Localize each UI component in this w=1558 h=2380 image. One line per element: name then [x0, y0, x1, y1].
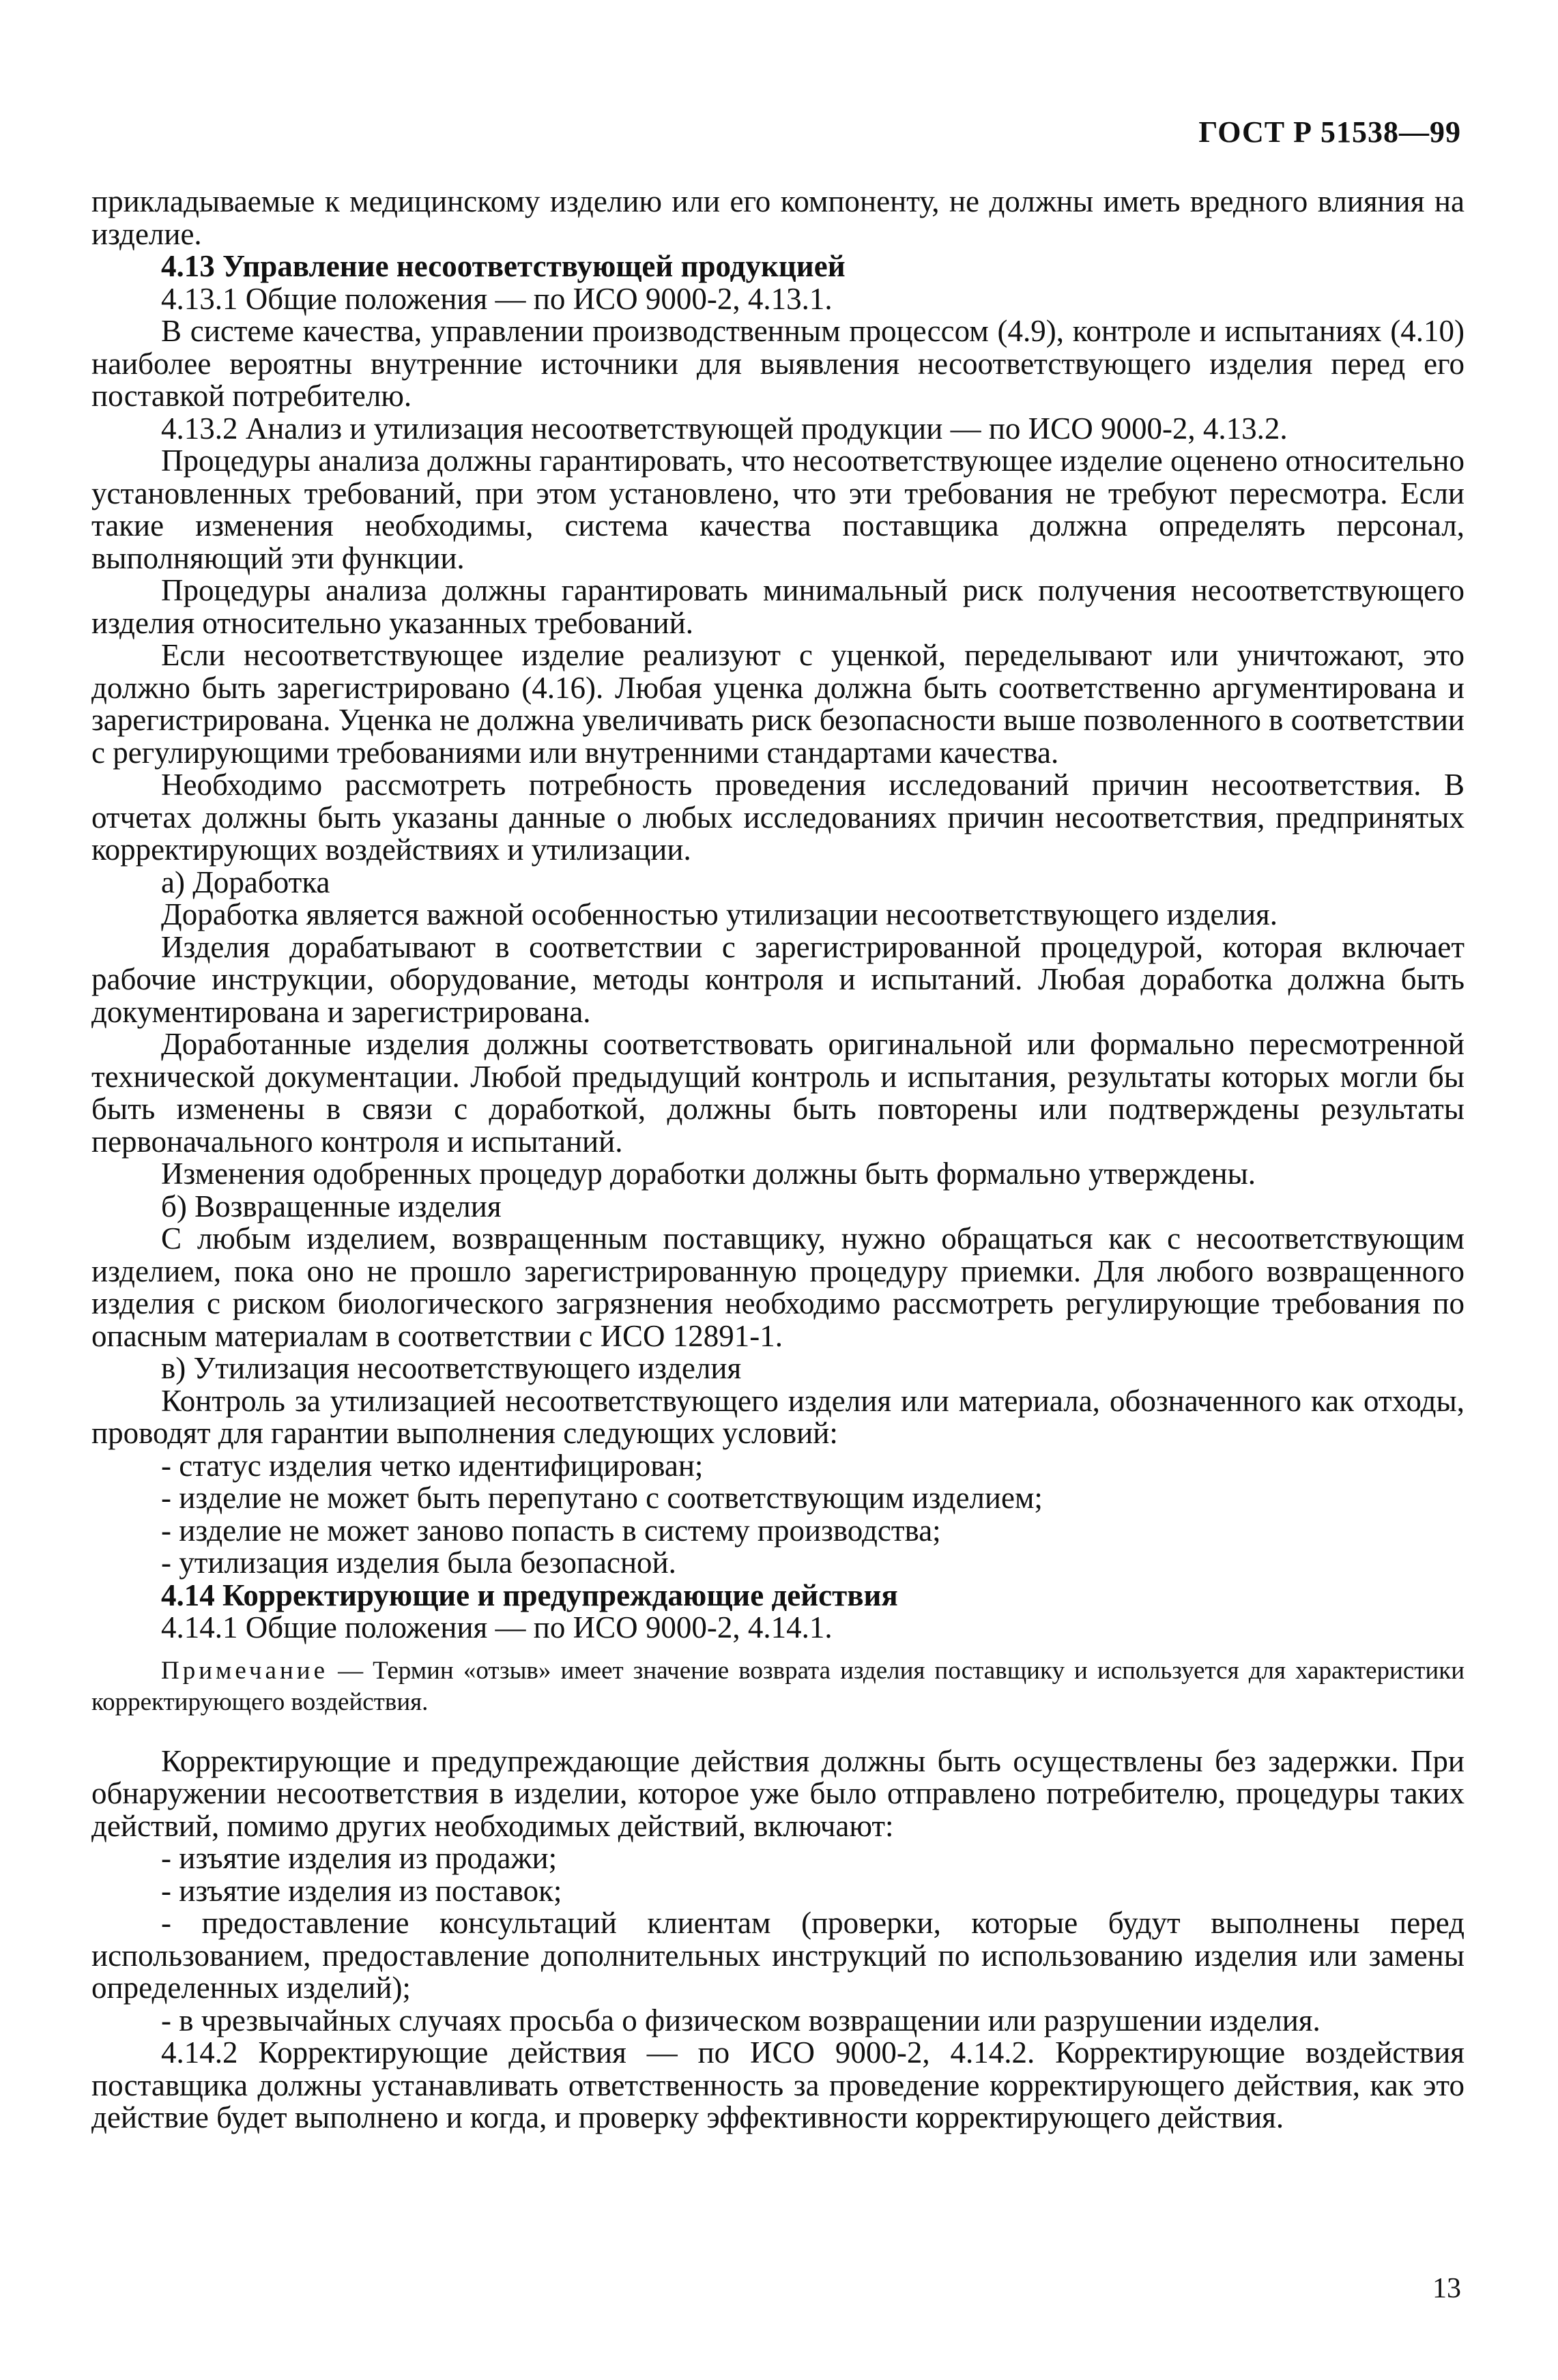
page-body: [91, 186, 1465, 2134]
list-item: - изделие не может быть перепутано с соответствующим изделием;: [161, 1481, 1043, 1515]
paragraph: Контроль за утилизацией несоответствующего изделия или материала, обозначенного как отходы, проводят для гарантии выполнения следующих условий:: [91, 1383, 1465, 1450]
paragraph: Процедуры анализа должны гарантировать минимальный риск получения несоответствующего изделия относительно указанных требований.: [91, 573, 1465, 640]
list-item: - статус изделия четко идентифицирован;: [161, 1448, 704, 1483]
paragraph: Изделия дорабатывают в соответствии с зарегистрированной процедурой, которая включает рабочие инструкции, оборудование, методы контроля и испытаний. Любая доработка должна быть документирована и зарегистрирована.: [91, 929, 1465, 1029]
paragraph: Доработка является важной особенностью утилизации несоответствующего изделия.: [161, 897, 1278, 931]
list-item: - изъятие изделия из продажи;: [161, 1841, 558, 1875]
note-label: Примечание: [161, 1656, 328, 1685]
paragraph: 4.14.2 Корректирующие действия — по ИСО 9000-2, 4.14.2. Корректирующие воздействия поставщика должны устанавливать ответственность за проведение корректирующего действия, как это действие будет выполнено и когда, и проверку эффективности корректирующего действия.: [91, 2035, 1465, 2134]
paragraph: Корректирующие и предупреждающие действия должны быть осуществлены без задержки. При обнаружении несоответствия в изделии, которое уже было отправлено потребителю, процедуры таких действий, помимо других необходимых действий, включают:: [91, 1743, 1465, 1843]
paragraph: Изменения одобренных процедур доработки должны быть формально утверждены.: [161, 1157, 1256, 1191]
subsection-heading: 4.14.1 Общие положения — по ИСО 9000-2, 4.14.1.: [161, 1610, 833, 1644]
list-item: - предоставление консультаций клиентам (проверки, которые будут выполнены перед использованием, предоставление дополнительных инструкций по использованию изделия или замены определенных изделий);: [91, 1906, 1465, 2005]
paragraph: прикладываемые к медицинскому изделию или его компоненту, не должны иметь вредного влияния на изделие.: [91, 184, 1465, 251]
list-item: - изъятие изделия из поставок;: [161, 1873, 562, 1908]
section-heading: 4.14 Корректирующие и предупреждающие действия: [161, 1578, 898, 1612]
item-heading: а) Доработка: [161, 865, 330, 899]
list-item: - в чрезвычайных случаях просьба о физическом возвращении или разрушении изделия.: [161, 2003, 1321, 2037]
list-item: - изделие не может заново попасть в систему производства;: [161, 1513, 941, 1548]
paragraph: Необходимо рассмотреть потребность проведения исследований причин несоответствия. В отчетах должны быть указаны данные о любых исследованиях причин несоответствия, предпринятых корректирующих воздействиях и утилизации.: [91, 768, 1465, 867]
paragraph: В системе качества, управлении производственным процессом (4.9), контроле и испытаниях (4.10) наиболее вероятны внутренние источники для выявления несоответствующего изделия перед его поставкой потребителю.: [91, 314, 1465, 413]
note-text: — Термин «отзыв» имеет значение возврата изделия поставщику и используется для характеристики корректирующего воздействия.: [91, 1656, 1465, 1716]
item-heading: в) Утилизация несоответствующего изделия: [161, 1351, 742, 1385]
paragraph: Если несоответствующее изделие реализуют с уценкой, переделывают или уничтожают, это должно быть зарегистрировано (4.16). Любая уценка должна быть соответственно аргументирована и зарегистрирована. Уценка не должна увеличивать риск безопасности выше позволенного в соответствии с регулирующими требованиями или внутренними стандартами качества.: [91, 638, 1465, 770]
paragraph: Процедуры анализа должны гарантировать, что несоответствующее изделие оценено относительно установленных требований, при этом установлено, что эти требования не требуют пересмотра. Если такие изменения необходимы, система качества поставщика должна определять персонал, выполняющий эти функции.: [91, 444, 1465, 575]
page-number: 13: [1432, 2273, 1461, 2304]
paragraph: Доработанные изделия должны соответствовать оригинальной или формально пересмотренной технической документации. Любой предыдущий контроль и испытания, результаты которых могли бы быть изменены в связи с доработкой, должны быть повторены или подтверждены результаты первоначального контроля и испытаний.: [91, 1027, 1465, 1159]
paragraph: С любым изделием, возвращенным поставщику, нужно обращаться как с несоответствующим изделием, пока оно не прошло зарегистрированную процедуру приемки. Для любого возвращенного изделия с риском биологического загрязнения необходимо рассмотреть регулирующие требования по опасным материалам в соответствии с ИСО 12891-1.: [91, 1221, 1465, 1353]
subsection-heading: 4.13.2 Анализ и утилизация несоответствующей продукции — по ИСО 9000-2, 4.13.2.: [161, 411, 1288, 446]
item-heading: б) Возвращенные изделия: [161, 1189, 502, 1223]
list-item: - утилизация изделия была безопасной.: [161, 1545, 676, 1580]
note: [91, 1655, 1465, 1718]
section-heading: 4.13 Управление несоответствующей продукцией: [161, 249, 846, 283]
subsection-heading: 4.13.1 Общие положения — по ИСО 9000-2, 4.13.1.: [161, 281, 833, 316]
document-code: ГОСТ Р 51538—99: [1198, 115, 1461, 149]
